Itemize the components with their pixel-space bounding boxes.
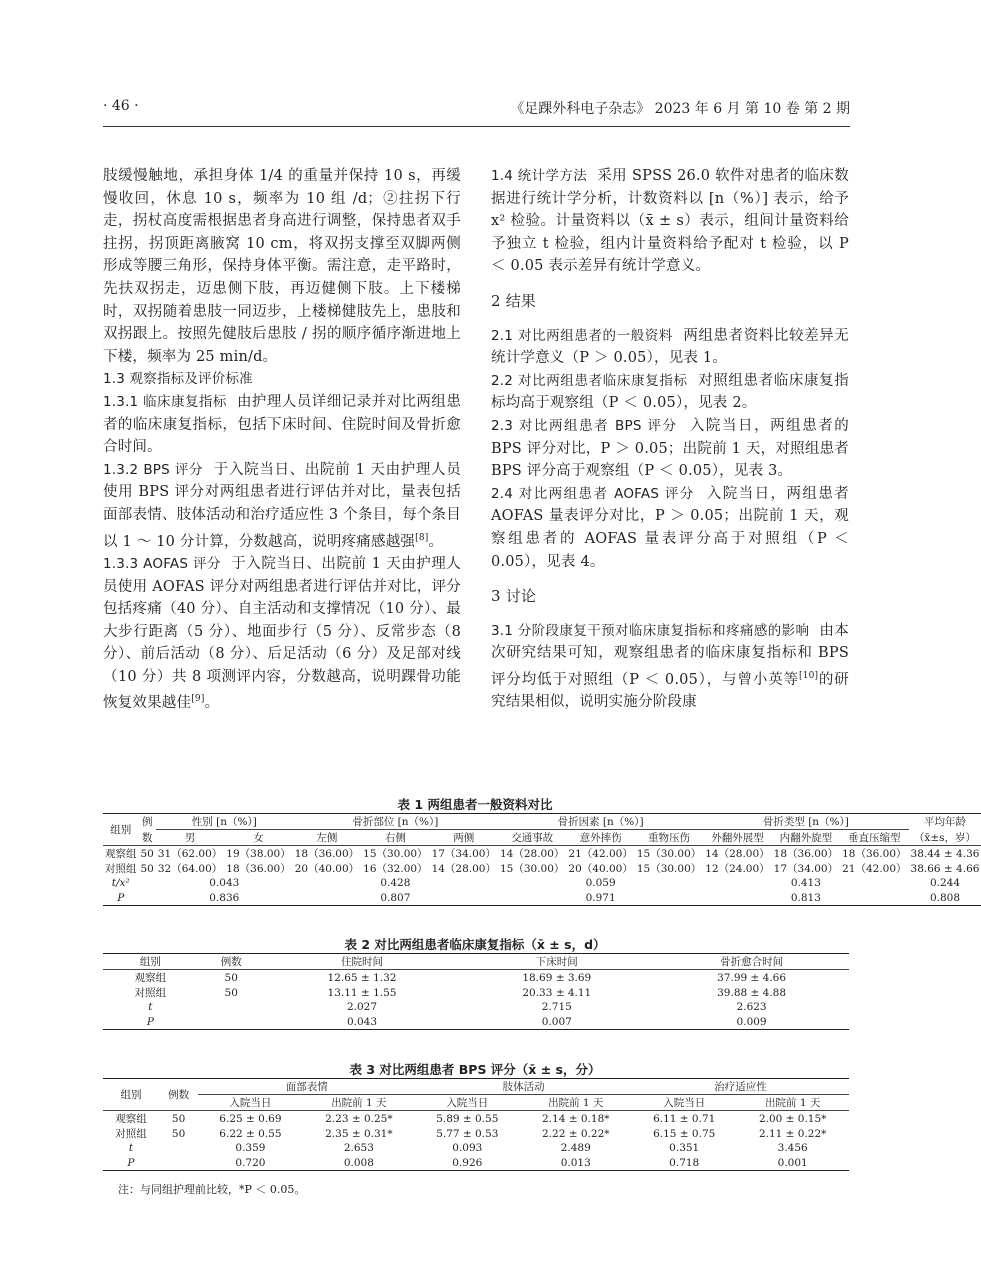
table2	[103, 953, 849, 1030]
sub-header: 右侧	[384, 832, 406, 844]
table3-caption: 表 3 对比两组患者 BPS 评分（x̄ ± s，分）	[349, 1062, 601, 1077]
col-header: 组别	[103, 814, 139, 846]
sub-header: 交通事故	[511, 832, 554, 844]
section-title: 2 结果	[491, 291, 537, 310]
col-header: 下床时间	[535, 956, 578, 968]
col-header: 骨折类型 [n（%）]	[703, 814, 908, 830]
col-header: 例	[141, 816, 153, 829]
col-header: 例数	[220, 956, 242, 968]
table3-note: 注：与同组护理前比较，*P ＜ 0.05。	[118, 1183, 306, 1196]
subheading: 2.3 对比两组患者 BPS 评分	[491, 417, 678, 434]
subheading: 2.1 对比两组患者的一般资料	[491, 327, 673, 344]
subheading: 2.4 对比两组患者 AOFAS 评分	[491, 485, 695, 502]
paragraph: 2.1 对比两组患者的一般资料 两组患者资料比较差异无统计学意义（P ＞ 0.05），见表 1。	[491, 327, 849, 367]
paragraph: 3.1 分阶段康复干预对临床康复指标和疼痛感的影响 由本次研究结果可知，观察组患者的临床康复指标和 BPS 评分均低于对照组（P ＜ 0.05），与曾小英等[10]的研究结果相似，说明实施分阶段康	[491, 622, 849, 711]
col-header: 肢体活动	[415, 1079, 632, 1095]
table3	[103, 1078, 849, 1171]
journal-title: 《足踝外科电子杂志》 2023 年 6 月 第 10 卷 第 2 期	[510, 101, 850, 117]
col-header: 数	[141, 831, 153, 844]
paragraph: 1.4 统计学方法 采用 SPSS 26.0 软件对患者的临床数据进行统计学分析，计数资料以 [n（%）] 表示，给予 x² 检验。计量资料以（x̄ ± s）表示，组间计量资料给予独立 t 检验，组内计量资料给予配对 t 检验，以 P ＜ 0.05 表示差异有统计学意义。	[491, 168, 849, 275]
table-row: P 0.720 0.008 0.926 0.013 0.718 0.001	[103, 1156, 849, 1171]
sub-header: 入院当日	[229, 1097, 272, 1109]
left-column	[103, 165, 461, 715]
sub-header: 垂直压缩型	[848, 832, 901, 844]
table-row: 观察组 50 12.65 ± 1.32 18.69 ± 3.69 37.99 ± 4.66	[134, 971, 787, 984]
page-number: · 46 ·	[103, 98, 139, 114]
table2-caption: 表 2 对比两组患者临床康复指标（x̄ ± s，d）	[344, 937, 606, 952]
paragraph: 肢缓慢触地，承担身体 1/4 的重量并保持 10 s，再缓慢收回，休息 10 s，频率为 10 组 /d；②拄拐下行走，拐杖高度需根据患者身高进行调整，保持患者双手拄拐，拐顶距离腋窝 10 cm，将双拐支撑至双脚两侧形成等腰三角形，保持身体平衡。需注意，走平路时，先扶双拐走，迈患侧下肢，再迈健侧下肢。上下楼梯时，双拐随着患肢一同迈步，上楼梯健肢先上，患肢和双拐跟上。按照先健肢后患肢 / 拐的顺序循序渐进地上下楼，频率为 25 min/d。	[103, 168, 461, 365]
col-header: 骨折愈合时间	[720, 956, 784, 968]
paragraph: 2.4 对比两组患者 AOFAS 评分 入院当日，两组患者 AOFAS 量表评分对比，P ＞ 0.05；出院前 1 天，观察组患者的 AOFAS 量表评分高于对照组（P ＜ 0.05），见表 4。	[491, 485, 849, 570]
sub-header: 女	[253, 832, 264, 844]
subheading: 2.2 对比两组患者临床康复指标	[491, 372, 688, 389]
table-row: t 2.027 2.715 2.623	[148, 1001, 767, 1014]
sub-header: 意外摔伤	[579, 832, 622, 844]
sub-header: 左侧	[316, 832, 338, 844]
paragraph: 2.2 对比两组患者临床康复指标 对照组患者临床康复指标均高于观察组（P ＜ 0.05），见表 2。	[491, 372, 850, 412]
sub-header: 出院前 1 天	[548, 1097, 604, 1109]
subheading: 1.3.2 BPS 评分	[103, 461, 204, 478]
col-header: 治疗适应性	[632, 1079, 849, 1095]
table-row: 观察组 50 6.25 ± 0.69 2.23 ± 0.25* 5.89 ± 0.55 2.14 ± 0.18* 6.11 ± 0.71 2.00 ± 0.15*	[115, 1112, 827, 1125]
table-row: P 0.836 0.807 0.971 0.813 0.808	[103, 891, 981, 906]
citation: [9]	[191, 694, 205, 705]
sub-header: 入院当日	[446, 1097, 489, 1109]
subheading: 1.4 统计学方法	[491, 168, 588, 184]
table1	[103, 813, 981, 906]
col-header: 骨折部位 [n（%）]	[293, 814, 498, 830]
col-header: 性别 [n（%）]	[156, 814, 293, 830]
paragraph: 1.3.3 AOFAS 评分 于入院当日、出院前 1 天由护理人员使用 AOFAS 评分对两组患者进行评估并对比，评分包括疼痛（40 分）、自主活动和支撑情况（10 分）、最大步行距离（5 分）、地面步行（5 分）、反常步态（8 分）、前后活动（8 分）、后足活动（6 分）及足部对线（10 分）共 8 项测评内容，分数越高，说明踝骨功能恢复效果越佳[9]。	[103, 555, 462, 712]
paragraph: 1.3.1 临床康复指标 由护理人员详细记录并对比两组患者的临床康复指标，包括下床时间、住院时间及骨折愈合时间。	[103, 393, 462, 456]
table-row: 对照组 50 13.11 ± 1.55 20.33 ± 4.11 39.88 ± 4.88	[134, 986, 787, 999]
sub-header: 出院前 1 天	[765, 1097, 821, 1109]
page-header	[103, 98, 850, 127]
col-header: 平均年龄	[923, 816, 966, 829]
col-header: 例数	[159, 1079, 198, 1111]
table-row: t/x² 0.043 0.428 0.059 0.413 0.244	[111, 877, 960, 890]
sub-header: 内翻外旋型	[779, 832, 833, 844]
table-row: P 0.043 0.007 0.009	[103, 1015, 849, 1030]
subheading: 3.1 分阶段康复干预对临床康复指标和疼痛感的影响	[491, 622, 810, 639]
table-row: 对照组 50 6.22 ± 0.55 2.35 ± 0.31* 5.77 ± 0.53 2.22 ± 0.22* 6.15 ± 0.75 2.11 ± 0.22*	[115, 1127, 827, 1140]
col-header: 面部表情	[198, 1079, 415, 1095]
col-header: 骨折因素 [n（%）]	[498, 814, 703, 830]
col-header: 组别	[139, 956, 161, 968]
col-header: 组别	[103, 1079, 159, 1111]
section-heading: 1.3 观察指标及评价标准	[103, 371, 253, 388]
paragraph: 2.3 对比两组患者 BPS 评分 入院当日，两组患者的 BPS 评分对比，P ＞ 0.05；出院前 1 天，对照组患者 BPS 评分高于观察组（P ＜ 0.05），见表 3。	[491, 417, 850, 480]
sub-header: 出院前 1 天	[331, 1097, 387, 1109]
sub-header: 重物压伤	[648, 832, 691, 844]
table1-caption: 表 1 两组患者一般资料对比	[397, 797, 553, 812]
col-header: 住院时间	[341, 956, 383, 968]
citation: [8]	[415, 532, 429, 543]
section-title: 3 讨论	[491, 587, 537, 606]
table-row: 对照组 50 32（64.00） 18（36.00） 20（40.00） 16（32.00） 14（28.00） 15（30.00） 20（40.00） 15（30.00） 12（24.00） 17（34.00） 21（42.00） 38.66 ± 4.66	[105, 862, 980, 875]
citation: [10]	[798, 670, 819, 681]
sub-header: 两侧	[453, 832, 475, 844]
right-column	[491, 165, 849, 714]
paragraph: 1.3.2 BPS 评分 于入院当日、出院前 1 天由护理人员使用 BPS 评分对两组患者进行评估并对比，量表包括面部表情、肢体活动和治疗适应性 3 个条目，每个条目以 1 ～ 10 分计算，分数越高，说明疼痛感越强[8]。	[103, 461, 461, 550]
sub-header: 外翻外展型	[711, 832, 764, 844]
table-row: 观察组 50 31（62.00） 19（38.00） 18（36.00） 15（30.00） 17（34.00） 14（28.00） 21（42.00） 15（30.00） 14（28.00） 18（36.00） 18（36.00） 38.44 ± 4.36	[105, 847, 980, 860]
table-row: t 0.359 2.653 0.093 2.489 0.351 3.456	[128, 1142, 808, 1155]
sub-header: 入院当日	[663, 1097, 706, 1109]
sub-header: （x̄±s，岁）	[913, 831, 977, 844]
sub-header: 男	[184, 832, 196, 844]
subheading: 1.3.1 临床康复指标	[103, 393, 227, 410]
subheading: 1.3.3 AOFAS 评分	[103, 555, 221, 572]
